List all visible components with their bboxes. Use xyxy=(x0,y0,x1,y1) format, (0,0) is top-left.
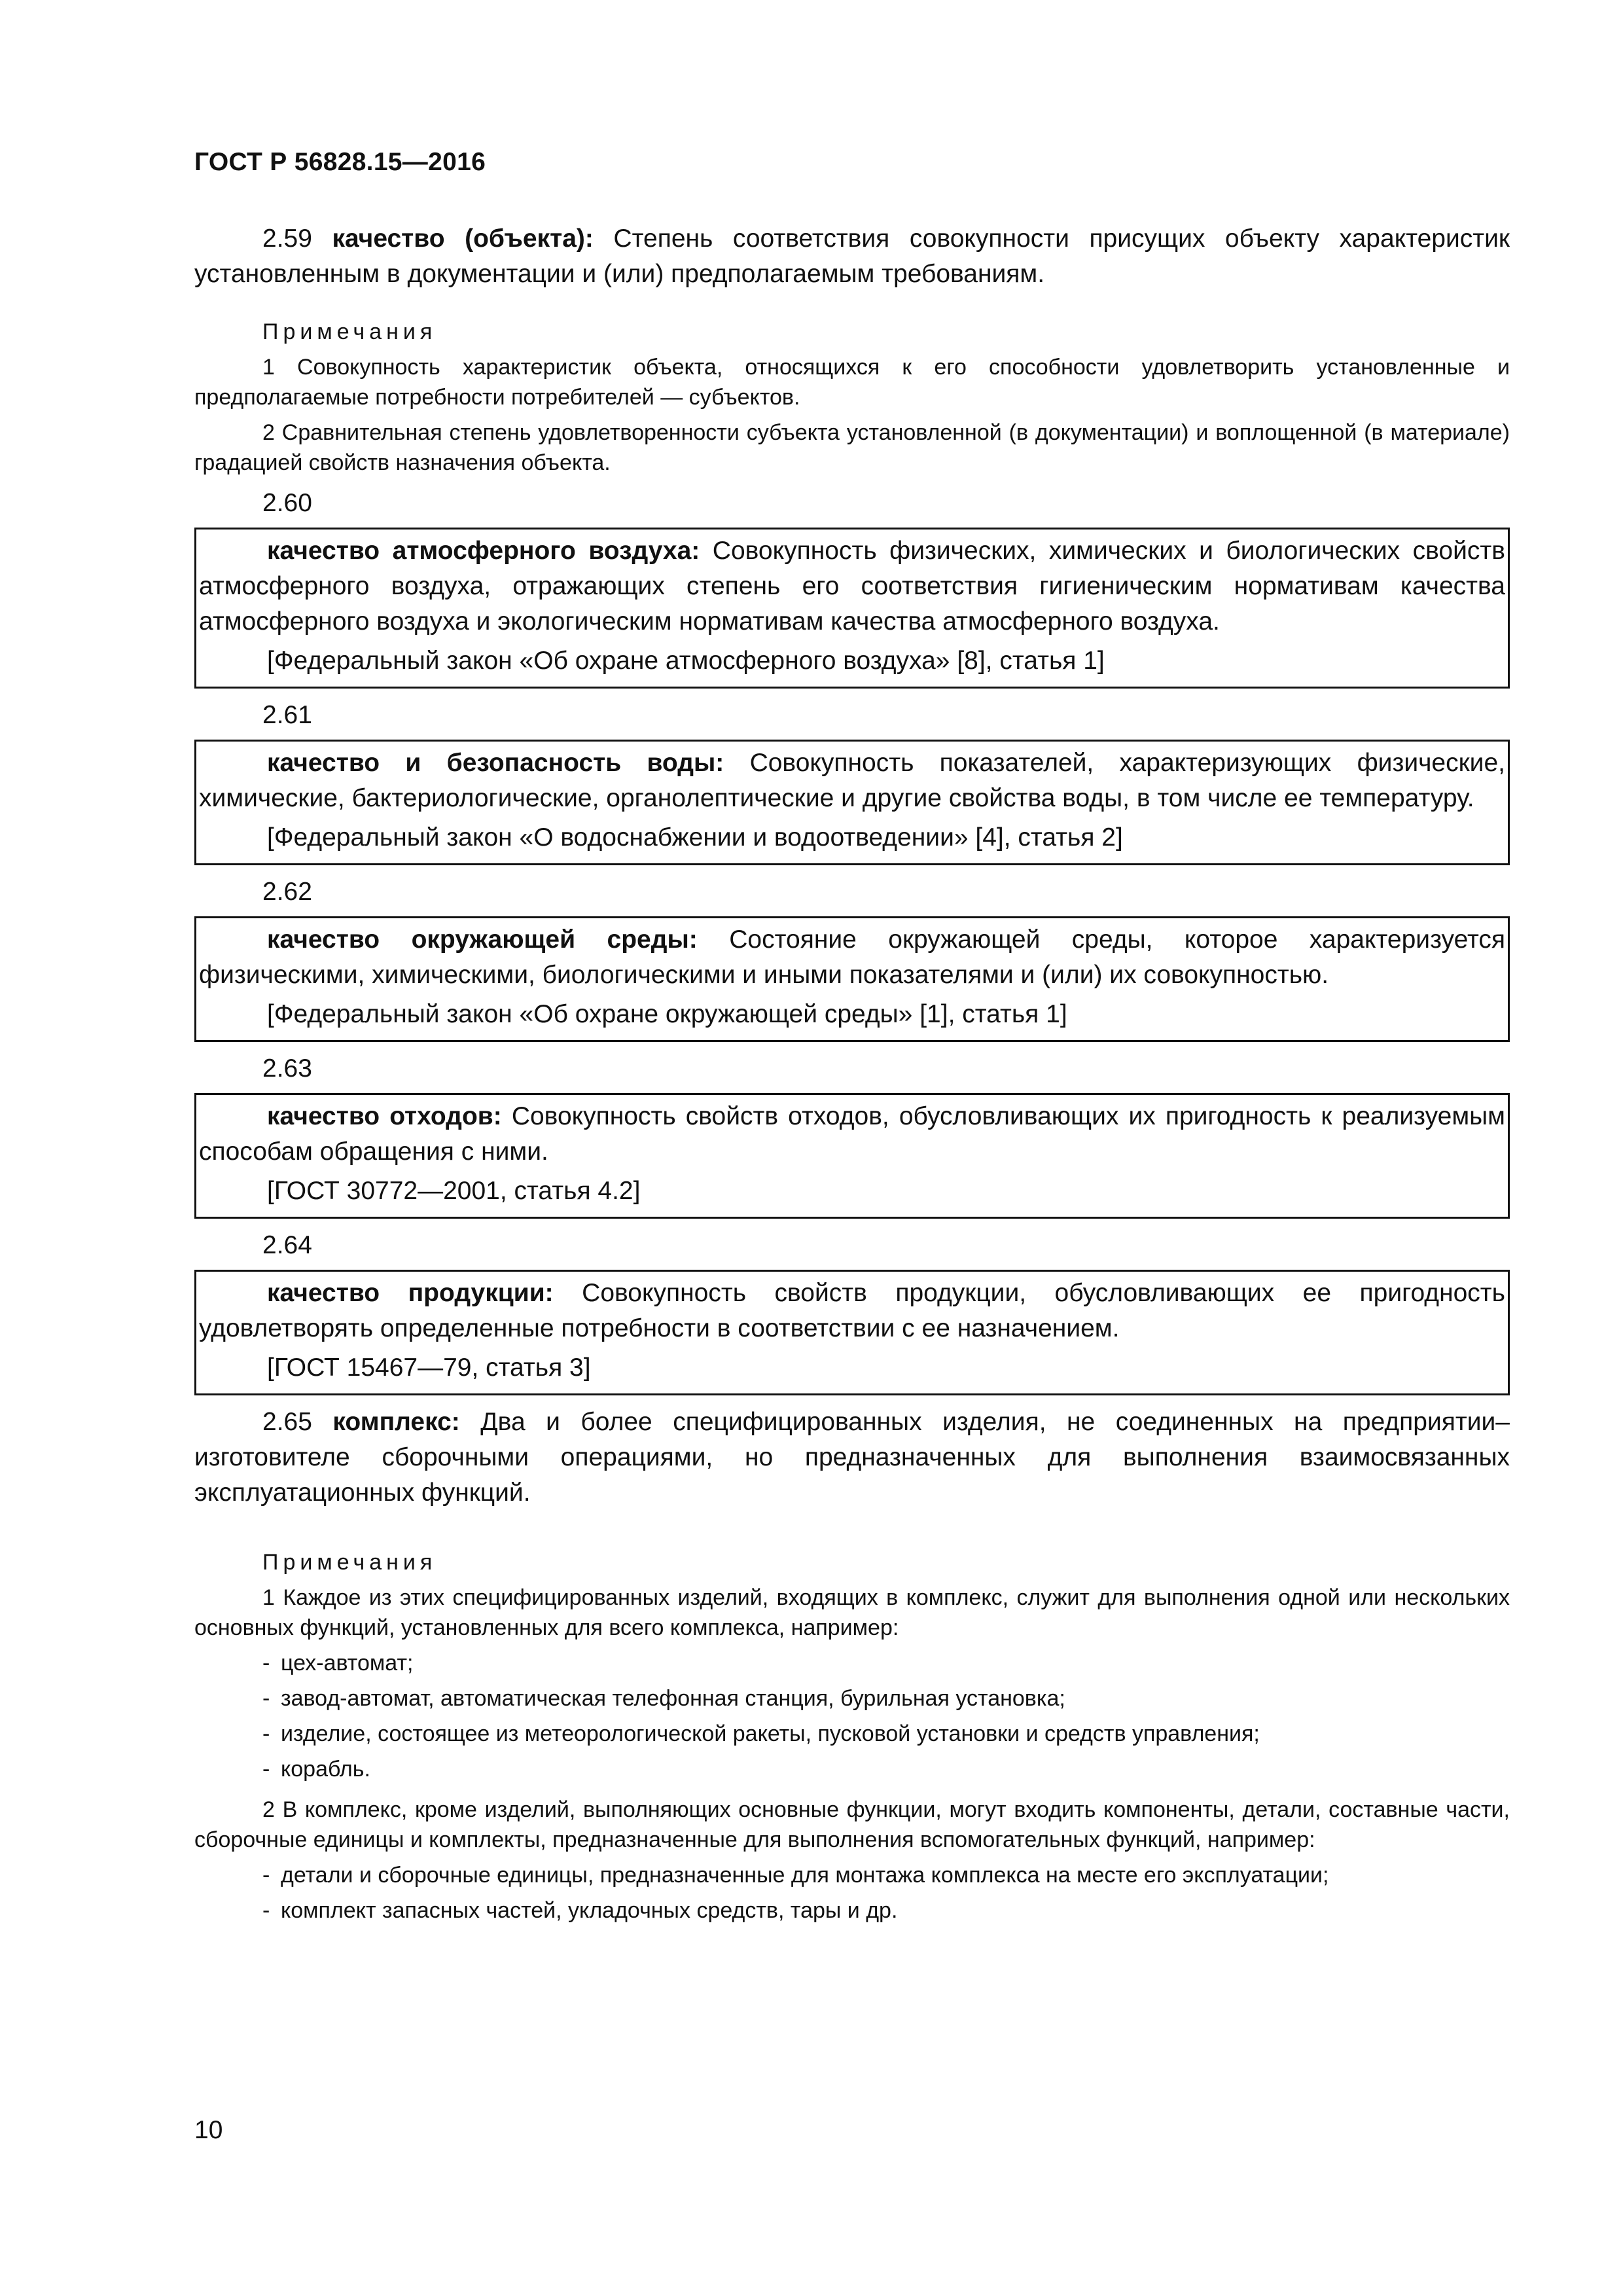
note: 2 В комплекс, кроме изделий, выполняющих основные функции, могут входить компоненты, детали, составные части, сборочные единицы и комплекты, предназначенные для выполнения вспомогательных функций, например: xyxy=(194,1797,1510,1852)
document-header: ГОСТ Р 56828.15—2016 xyxy=(194,148,486,176)
term-number: 2.62 xyxy=(262,878,312,906)
list-item: - детали и сборочные единицы, предназначенные для монтажа комплекса на месте его эксплуатации; xyxy=(262,1863,1329,1888)
list-item: - корабль. xyxy=(262,1757,370,1782)
term-source-reference: [Федеральный закон «О водоснабжении и водоотведении» [4], статья 2] xyxy=(267,823,1123,852)
term-name: качество окружающей среды: xyxy=(267,925,698,954)
term-source-reference: [Федеральный закон «Об охране атмосферного воздуха» [8], статья 1] xyxy=(267,647,1105,675)
term-box-2-64 xyxy=(194,1270,1510,1395)
term-number: 2.65 xyxy=(262,1408,312,1436)
notes-title: Примечания xyxy=(262,1550,437,1575)
notes-title: Примечания xyxy=(262,319,437,344)
term-definition: Степень соответствия совокупности присущих объекту характеристик установленным в документации и (или) предполагаемым требованиям. xyxy=(194,224,1510,288)
term-box-2-61 xyxy=(194,740,1510,865)
term-definition: Два и более специфицированных изделия, не соединенных на предприятии–изготовителе сборочными операциями, но предназначенных для выполнения взаимосвязанных эксплуатационных функций. xyxy=(194,1408,1510,1507)
term-source-reference: [Федеральный закон «Об охране окружающей среды» [1], статья 1] xyxy=(267,1000,1067,1028)
list-item: - изделие, состоящее из метеорологической ракеты, пусковой установки и средств управления; xyxy=(262,1721,1260,1746)
term-box-2-60 xyxy=(194,528,1510,689)
term-name: качество (объекта): xyxy=(332,224,594,253)
term-box-2-62 xyxy=(194,916,1510,1042)
list-item: - комплект запасных частей, укладочных средств, тары и др. xyxy=(262,1898,898,1923)
term-number: 2.59 xyxy=(262,224,312,253)
list-item: - цех-автомат; xyxy=(262,1651,414,1676)
term-2-59 xyxy=(194,221,1510,292)
note: 1 Совокупность характеристик объекта, относящихся к его способности удовлетворить установленные и предполагаемые потребности потребителей — субъектов. xyxy=(194,355,1510,410)
document-body xyxy=(194,221,1510,1926)
term-source-reference: [ГОСТ 15467—79, статья 3] xyxy=(267,1354,591,1382)
term-definition: Состояние окружающей среды, которое характеризуется физическими, химическими, биологическими и иными показателями и (или) их совокупностью. xyxy=(199,925,1506,989)
term-definition: Совокупность физических, химических и биологических свойств атмосферного воздуха, отражающих степень его соответствия гигиеническим нормативам качества атмосферного воздуха и экологическим нормативам качества атмосферного воздуха. xyxy=(199,537,1505,636)
term-box-2-63 xyxy=(194,1093,1510,1219)
term-definition: Совокупность свойств продукции, обусловливающих ее пригодность удовлетворять определенные потребности в соответствии с ее назначением. xyxy=(199,1279,1505,1342)
term-definition: Совокупность свойств отходов, обусловливающих их пригодность к реализуемым способам обращения с ними. xyxy=(199,1102,1505,1166)
list-item: - завод-автомат, автоматическая телефонная станция, бурильная установка; xyxy=(262,1686,1065,1711)
term-name: качество отходов: xyxy=(267,1102,502,1130)
note: 1 Каждое из этих специфицированных изделий, входящих в комплекс, служит для выполнения одной или нескольких основных функций, установленных для всего комплекса, например: xyxy=(194,1585,1510,1640)
term-name: качество и безопасность воды: xyxy=(267,749,724,777)
term-name: качество атмосферного воздуха: xyxy=(267,537,700,565)
term-definition: Совокупность показателей, характеризующих физические, химические, бактериологические, органолептические и другие свойства воды, в том числе ее температуру. xyxy=(199,749,1505,812)
page-number: 10 xyxy=(194,2116,223,2144)
term-number: 2.61 xyxy=(262,701,312,729)
term-name: качество продукции: xyxy=(267,1279,554,1307)
note: 2 Сравнительная степень удовлетворенности субъекта установленной (в документации) и воплощенной (в материале) градацией свойств назначения объекта. xyxy=(194,420,1510,475)
term-number: 2.64 xyxy=(262,1231,312,1259)
term-name: комплекс: xyxy=(332,1408,460,1436)
term-source-reference: [ГОСТ 30772—2001, статья 4.2] xyxy=(267,1177,641,1205)
term-number: 2.60 xyxy=(262,489,312,517)
term-2-65 xyxy=(194,1405,1510,1511)
term-number: 2.63 xyxy=(262,1054,312,1083)
